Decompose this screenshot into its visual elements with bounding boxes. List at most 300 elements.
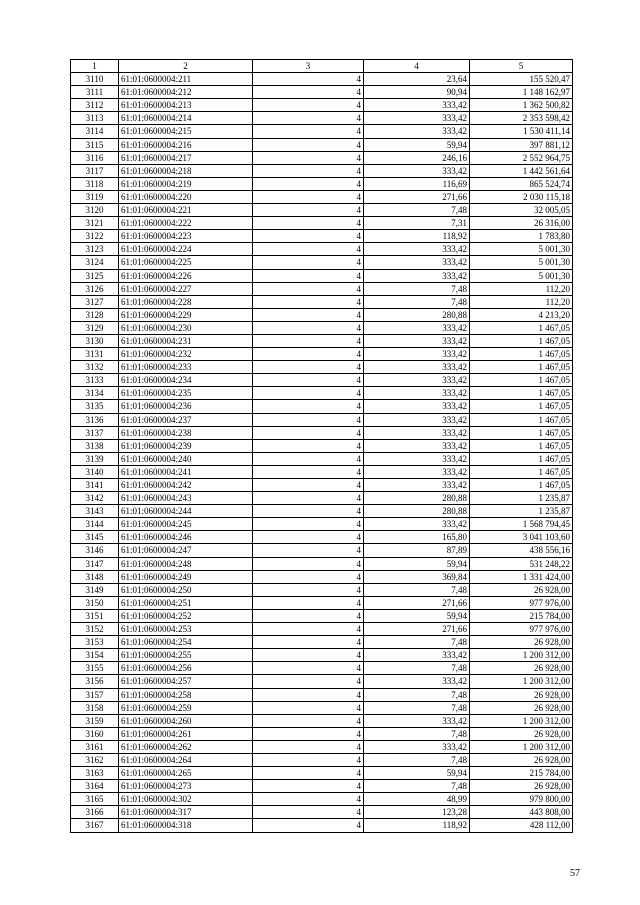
value-cell: 1 235,87	[470, 492, 573, 505]
table-row	[71, 583, 573, 596]
table-row	[71, 282, 573, 295]
cadastral-number-cell: 61:01:0600004:235	[119, 387, 253, 400]
category-cell: 4	[253, 243, 364, 256]
cadastral-number-cell: 61:01:0600004:237	[119, 413, 253, 426]
value-cell: 979 800,00	[470, 793, 573, 806]
category-cell: 4	[253, 426, 364, 439]
value-cell: 32 005,05	[470, 204, 573, 217]
value-cell: 1 200 312,00	[470, 714, 573, 727]
row-number-cell: 3158	[71, 701, 119, 714]
row-number-cell: 3162	[71, 753, 119, 766]
row-number-cell: 3146	[71, 544, 119, 557]
row-number-cell: 3113	[71, 112, 119, 125]
row-number-cell: 3156	[71, 675, 119, 688]
value-cell: 26 928,00	[470, 662, 573, 675]
table-row	[71, 557, 573, 570]
cadastral-number-cell: 61:01:0600004:232	[119, 348, 253, 361]
value-cell: 1 467,05	[470, 479, 573, 492]
row-number-cell: 3123	[71, 243, 119, 256]
category-cell: 4	[253, 557, 364, 570]
row-number-cell: 3115	[71, 138, 119, 151]
value-cell: 2 552 964,75	[470, 151, 573, 164]
cadastral-number-cell: 61:01:0600004:228	[119, 295, 253, 308]
value-cell: 26 928,00	[470, 753, 573, 766]
table-row	[71, 295, 573, 308]
table-row	[71, 164, 573, 177]
row-number-cell: 3152	[71, 623, 119, 636]
row-number-cell: 3134	[71, 387, 119, 400]
area-cell: 59,94	[364, 138, 470, 151]
row-number-cell: 3164	[71, 780, 119, 793]
value-cell: 5 001,30	[470, 256, 573, 269]
area-cell: 59,94	[364, 557, 470, 570]
table-row	[71, 177, 573, 190]
table-row	[71, 740, 573, 753]
value-cell: 1 467,05	[470, 334, 573, 347]
table-row	[71, 609, 573, 622]
row-number-cell: 3130	[71, 334, 119, 347]
area-cell: 116,69	[364, 177, 470, 190]
cadastral-number-cell: 61:01:0600004:249	[119, 570, 253, 583]
area-cell: 280,88	[364, 492, 470, 505]
row-number-cell: 3149	[71, 583, 119, 596]
cadastral-number-cell: 61:01:0600004:244	[119, 505, 253, 518]
table-row	[71, 636, 573, 649]
area-cell: 123,28	[364, 806, 470, 819]
area-cell: 7,48	[364, 688, 470, 701]
area-cell: 7,48	[364, 662, 470, 675]
value-cell: 1 467,05	[470, 426, 573, 439]
category-cell: 4	[253, 99, 364, 112]
area-cell: 7,48	[364, 780, 470, 793]
table-row	[71, 387, 573, 400]
category-cell: 4	[253, 505, 364, 518]
area-cell: 333,42	[364, 649, 470, 662]
row-number-cell: 3151	[71, 609, 119, 622]
row-number-cell: 3124	[71, 256, 119, 269]
area-cell: 280,88	[364, 505, 470, 518]
category-cell: 4	[253, 662, 364, 675]
column-header: 4	[364, 60, 470, 73]
category-cell: 4	[253, 767, 364, 780]
cadastral-number-cell: 61:01:0600004:219	[119, 177, 253, 190]
value-cell: 26 928,00	[470, 583, 573, 596]
cadastral-number-cell: 61:01:0600004:260	[119, 714, 253, 727]
row-number-cell: 3140	[71, 465, 119, 478]
row-number-cell: 3145	[71, 531, 119, 544]
row-number-cell: 3161	[71, 740, 119, 753]
value-cell: 865 524,74	[470, 177, 573, 190]
cadastral-number-cell: 61:01:0600004:250	[119, 583, 253, 596]
category-cell: 4	[253, 727, 364, 740]
area-cell: 59,94	[364, 609, 470, 622]
category-cell: 4	[253, 819, 364, 832]
table-row	[71, 452, 573, 465]
table-row	[71, 269, 573, 282]
table-row	[71, 348, 573, 361]
table-row	[71, 505, 573, 518]
area-cell: 87,89	[364, 544, 470, 557]
category-cell: 4	[253, 570, 364, 583]
category-cell: 4	[253, 780, 364, 793]
category-cell: 4	[253, 374, 364, 387]
table-row	[71, 518, 573, 531]
area-cell: 333,42	[364, 465, 470, 478]
value-cell: 1 568 794,45	[470, 518, 573, 531]
category-cell: 4	[253, 387, 364, 400]
value-cell: 26 928,00	[470, 636, 573, 649]
category-cell: 4	[253, 73, 364, 86]
cadastral-number-cell: 61:01:0600004:221	[119, 204, 253, 217]
category-cell: 4	[253, 413, 364, 426]
cadastral-number-cell: 61:01:0600004:257	[119, 675, 253, 688]
category-cell: 4	[253, 596, 364, 609]
value-cell: 1 467,05	[470, 439, 573, 452]
value-cell: 397 881,12	[470, 138, 573, 151]
row-number-cell: 3139	[71, 452, 119, 465]
row-number-cell: 3117	[71, 164, 119, 177]
cadastral-number-cell: 61:01:0600004:239	[119, 439, 253, 452]
row-number-cell: 3159	[71, 714, 119, 727]
area-cell: 333,42	[364, 334, 470, 347]
table-row	[71, 361, 573, 374]
table-row	[71, 662, 573, 675]
table-row	[71, 492, 573, 505]
area-cell: 333,42	[364, 99, 470, 112]
row-number-cell: 3116	[71, 151, 119, 164]
cadastral-number-cell: 61:01:0600004:302	[119, 793, 253, 806]
table-row	[71, 596, 573, 609]
value-cell: 1 442 561,64	[470, 164, 573, 177]
cadastral-number-cell: 61:01:0600004:245	[119, 518, 253, 531]
cadastral-number-cell: 61:01:0600004:251	[119, 596, 253, 609]
table-row	[71, 400, 573, 413]
cadastral-number-cell: 61:01:0600004:233	[119, 361, 253, 374]
category-cell: 4	[253, 806, 364, 819]
table-row	[71, 138, 573, 151]
value-cell: 155 520,47	[470, 73, 573, 86]
area-cell: 333,42	[364, 479, 470, 492]
area-cell: 118,92	[364, 230, 470, 243]
table-row	[71, 243, 573, 256]
area-cell: 280,88	[364, 308, 470, 321]
area-cell: 333,42	[364, 374, 470, 387]
cadastral-number-cell: 61:01:0600004:252	[119, 609, 253, 622]
cadastral-number-cell: 61:01:0600004:317	[119, 806, 253, 819]
table-row	[71, 308, 573, 321]
table-row	[71, 112, 573, 125]
cadastral-number-cell: 61:01:0600004:261	[119, 727, 253, 740]
row-number-cell: 3131	[71, 348, 119, 361]
area-cell: 23,64	[364, 73, 470, 86]
area-cell: 333,42	[364, 714, 470, 727]
cadastral-number-cell: 61:01:0600004:254	[119, 636, 253, 649]
value-cell: 1 467,05	[470, 452, 573, 465]
value-cell: 1 235,87	[470, 505, 573, 518]
row-number-cell: 3121	[71, 217, 119, 230]
cadastral-number-cell: 61:01:0600004:227	[119, 282, 253, 295]
table-row	[71, 570, 573, 583]
category-cell: 4	[253, 583, 364, 596]
value-cell: 5 001,30	[470, 243, 573, 256]
area-cell: 59,94	[364, 767, 470, 780]
area-cell: 333,42	[364, 426, 470, 439]
cadastral-number-cell: 61:01:0600004:318	[119, 819, 253, 832]
value-cell: 26 316,00	[470, 217, 573, 230]
row-number-cell: 3141	[71, 479, 119, 492]
value-cell: 26 928,00	[470, 701, 573, 714]
row-number-cell: 3165	[71, 793, 119, 806]
table-row	[71, 374, 573, 387]
value-cell: 531 248,22	[470, 557, 573, 570]
value-cell: 1 200 312,00	[470, 740, 573, 753]
row-number-cell: 3154	[71, 649, 119, 662]
area-cell: 118,92	[364, 819, 470, 832]
area-cell: 7,48	[364, 583, 470, 596]
table-row	[71, 217, 573, 230]
value-cell: 977 976,00	[470, 596, 573, 609]
cadastral-number-cell: 61:01:0600004:216	[119, 138, 253, 151]
table-row	[71, 321, 573, 334]
value-cell: 1 783,80	[470, 230, 573, 243]
area-cell: 165,80	[364, 531, 470, 544]
cadastral-number-cell: 61:01:0600004:246	[119, 531, 253, 544]
cadastral-number-cell: 61:01:0600004:224	[119, 243, 253, 256]
row-number-cell: 3135	[71, 400, 119, 413]
category-cell: 4	[253, 740, 364, 753]
category-cell: 4	[253, 793, 364, 806]
table-row	[71, 413, 573, 426]
category-cell: 4	[253, 151, 364, 164]
area-cell: 333,42	[364, 675, 470, 688]
value-cell: 1 200 312,00	[470, 649, 573, 662]
category-cell: 4	[253, 609, 364, 622]
category-cell: 4	[253, 125, 364, 138]
table-row	[71, 73, 573, 86]
value-cell: 1 467,05	[470, 348, 573, 361]
area-cell: 333,42	[364, 321, 470, 334]
row-number-cell: 3118	[71, 177, 119, 190]
table-row	[71, 256, 573, 269]
table-row	[71, 151, 573, 164]
cadastral-number-cell: 61:01:0600004:217	[119, 151, 253, 164]
value-cell: 5 001,30	[470, 269, 573, 282]
row-number-cell: 3160	[71, 727, 119, 740]
column-header: 3	[253, 60, 364, 73]
area-cell: 333,42	[364, 400, 470, 413]
value-cell: 438 556,16	[470, 544, 573, 557]
category-cell: 4	[253, 649, 364, 662]
row-number-cell: 3137	[71, 426, 119, 439]
row-number-cell: 3166	[71, 806, 119, 819]
cadastral-number-cell: 61:01:0600004:265	[119, 767, 253, 780]
value-cell: 1 467,05	[470, 413, 573, 426]
cadastral-number-cell: 61:01:0600004:223	[119, 230, 253, 243]
area-cell: 7,48	[364, 295, 470, 308]
table-row	[71, 753, 573, 766]
category-cell: 4	[253, 282, 364, 295]
table-row	[71, 793, 573, 806]
table-row	[71, 439, 573, 452]
table-row	[71, 479, 573, 492]
row-number-cell: 3153	[71, 636, 119, 649]
value-cell: 2 030 115,18	[470, 190, 573, 203]
value-cell: 4 213,20	[470, 308, 573, 321]
cadastral-number-cell: 61:01:0600004:248	[119, 557, 253, 570]
value-cell: 977 976,00	[470, 623, 573, 636]
area-cell: 7,48	[364, 282, 470, 295]
category-cell: 4	[253, 204, 364, 217]
cadastral-number-cell: 61:01:0600004:241	[119, 465, 253, 478]
value-cell: 112,20	[470, 295, 573, 308]
category-cell: 4	[253, 164, 364, 177]
category-cell: 4	[253, 479, 364, 492]
area-cell: 7,48	[364, 701, 470, 714]
table-row	[71, 426, 573, 439]
area-cell: 333,42	[364, 164, 470, 177]
cadastral-number-cell: 61:01:0600004:230	[119, 321, 253, 334]
cadastral-number-cell: 61:01:0600004:255	[119, 649, 253, 662]
value-cell: 26 928,00	[470, 727, 573, 740]
value-cell: 1 467,05	[470, 387, 573, 400]
category-cell: 4	[253, 688, 364, 701]
table-row	[71, 544, 573, 557]
category-cell: 4	[253, 675, 364, 688]
table-row	[71, 465, 573, 478]
category-cell: 4	[253, 321, 364, 334]
value-cell: 1 200 312,00	[470, 675, 573, 688]
value-cell: 1 467,05	[470, 321, 573, 334]
area-cell: 271,66	[364, 596, 470, 609]
table-row	[71, 204, 573, 217]
category-cell: 4	[253, 86, 364, 99]
area-cell: 7,31	[364, 217, 470, 230]
table-row	[71, 819, 573, 832]
value-cell: 112,20	[470, 282, 573, 295]
row-number-cell: 3127	[71, 295, 119, 308]
row-number-cell: 3142	[71, 492, 119, 505]
cadastral-number-cell: 61:01:0600004:242	[119, 479, 253, 492]
category-cell: 4	[253, 714, 364, 727]
value-cell: 1 362 500,82	[470, 99, 573, 112]
row-number-cell: 3163	[71, 767, 119, 780]
area-cell: 333,42	[364, 361, 470, 374]
area-cell: 7,48	[364, 727, 470, 740]
table-row	[71, 727, 573, 740]
row-number-cell: 3167	[71, 819, 119, 832]
category-cell: 4	[253, 531, 364, 544]
row-number-cell: 3119	[71, 190, 119, 203]
category-cell: 4	[253, 256, 364, 269]
category-cell: 4	[253, 544, 364, 557]
cadastral-number-cell: 61:01:0600004:234	[119, 374, 253, 387]
cadastral-number-cell: 61:01:0600004:212	[119, 86, 253, 99]
value-cell: 26 928,00	[470, 688, 573, 701]
cadastral-number-cell: 61:01:0600004:225	[119, 256, 253, 269]
table-row	[71, 230, 573, 243]
cadastral-number-cell: 61:01:0600004:262	[119, 740, 253, 753]
table-row	[71, 190, 573, 203]
cadastral-number-cell: 61:01:0600004:220	[119, 190, 253, 203]
category-cell: 4	[253, 230, 364, 243]
row-number-cell: 3155	[71, 662, 119, 675]
value-cell: 26 928,00	[470, 780, 573, 793]
category-cell: 4	[253, 400, 364, 413]
value-cell: 1 467,05	[470, 374, 573, 387]
row-number-cell: 3138	[71, 439, 119, 452]
column-header: 2	[119, 60, 253, 73]
area-cell: 333,42	[364, 452, 470, 465]
value-cell: 1 331 424,00	[470, 570, 573, 583]
cadastral-number-cell: 61:01:0600004:238	[119, 426, 253, 439]
value-cell: 1 148 162,97	[470, 86, 573, 99]
row-number-cell: 3148	[71, 570, 119, 583]
cadastral-number-cell: 61:01:0600004:273	[119, 780, 253, 793]
row-number-cell: 3128	[71, 308, 119, 321]
category-cell: 4	[253, 138, 364, 151]
row-number-cell: 3111	[71, 86, 119, 99]
table-row	[71, 688, 573, 701]
cadastral-number-cell: 61:01:0600004:243	[119, 492, 253, 505]
row-number-cell: 3144	[71, 518, 119, 531]
page-number: 57	[570, 868, 580, 879]
cadastral-number-cell: 61:01:0600004:229	[119, 308, 253, 321]
row-number-cell: 3129	[71, 321, 119, 334]
cadastral-number-cell: 61:01:0600004:231	[119, 334, 253, 347]
category-cell: 4	[253, 190, 364, 203]
table-row	[71, 780, 573, 793]
row-number-cell: 3120	[71, 204, 119, 217]
column-header: 1	[71, 60, 119, 73]
area-cell: 333,42	[364, 413, 470, 426]
cadastral-number-cell: 61:01:0600004:236	[119, 400, 253, 413]
area-cell: 333,42	[364, 112, 470, 125]
category-cell: 4	[253, 177, 364, 190]
table-row	[71, 806, 573, 819]
area-cell: 333,42	[364, 269, 470, 282]
cadastral-number-cell: 61:01:0600004:211	[119, 73, 253, 86]
category-cell: 4	[253, 452, 364, 465]
value-cell: 428 112,00	[470, 819, 573, 832]
area-cell: 48,99	[364, 793, 470, 806]
category-cell: 4	[253, 465, 364, 478]
cadastral-number-cell: 61:01:0600004:215	[119, 125, 253, 138]
area-cell: 333,42	[364, 243, 470, 256]
category-cell: 4	[253, 439, 364, 452]
value-cell: 443 808,00	[470, 806, 573, 819]
value-cell: 215 784,00	[470, 767, 573, 780]
area-cell: 271,66	[364, 623, 470, 636]
area-cell: 333,42	[364, 387, 470, 400]
category-cell: 4	[253, 348, 364, 361]
header-row	[71, 60, 573, 73]
area-cell: 369,84	[364, 570, 470, 583]
table-row	[71, 623, 573, 636]
cadastral-number-cell: 61:01:0600004:218	[119, 164, 253, 177]
area-cell: 333,42	[364, 518, 470, 531]
area-cell: 7,48	[364, 636, 470, 649]
category-cell: 4	[253, 308, 364, 321]
row-number-cell: 3133	[71, 374, 119, 387]
row-number-cell: 3157	[71, 688, 119, 701]
cadastral-number-cell: 61:01:0600004:264	[119, 753, 253, 766]
table-row	[71, 334, 573, 347]
table-row	[71, 531, 573, 544]
category-cell: 4	[253, 636, 364, 649]
row-number-cell: 3125	[71, 269, 119, 282]
row-number-cell: 3126	[71, 282, 119, 295]
column-header: 5	[470, 60, 573, 73]
